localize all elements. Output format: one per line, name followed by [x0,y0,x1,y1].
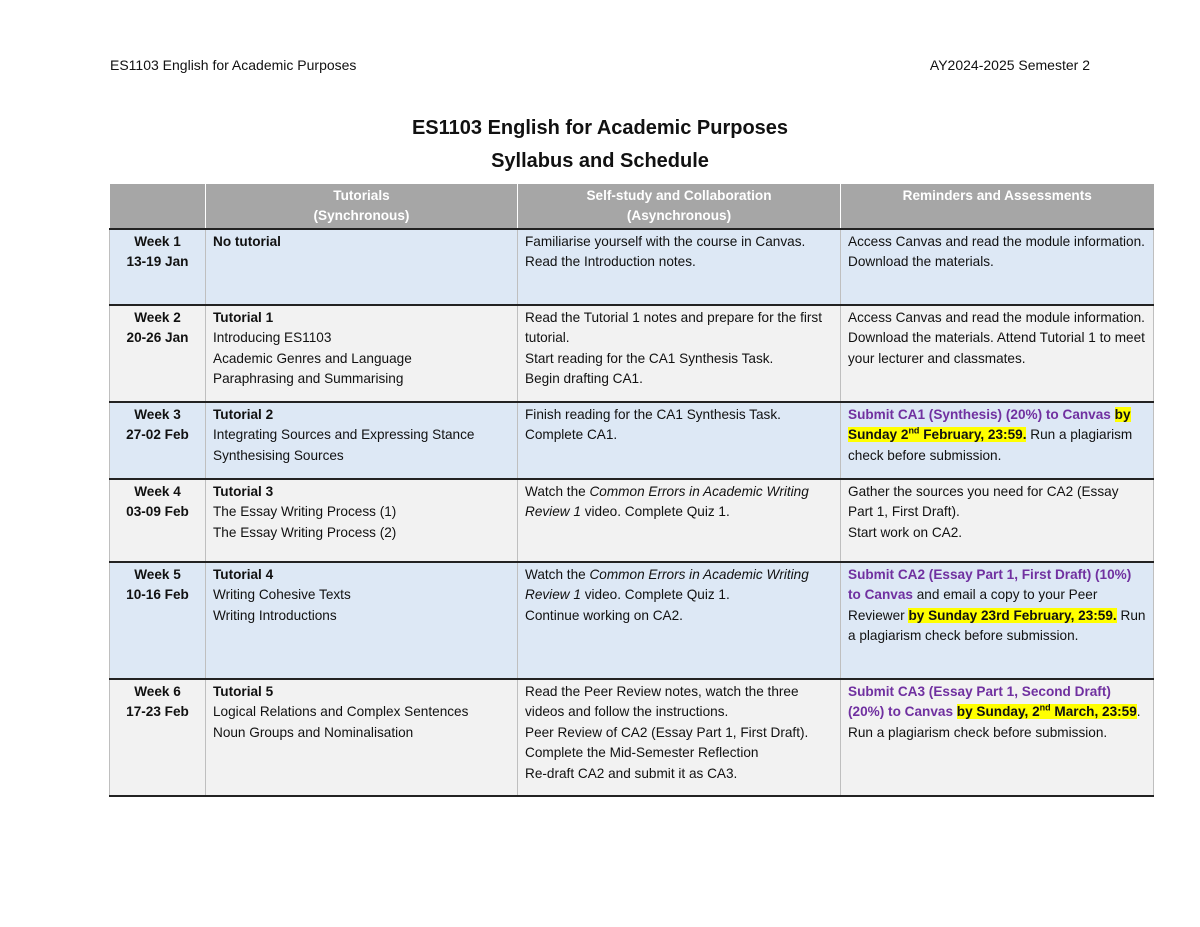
tutorial-cell: No tutorial [206,229,518,305]
table-row [110,229,1154,305]
col-week-header [110,184,206,229]
table-row [110,679,1154,796]
table-row [110,402,1154,479]
week-cell: Week 5 10-16 Feb [110,562,206,679]
week-cell: Week 1 13-19 Jan [110,229,206,305]
reminders-cell: Gather the sources you need for CA2 (Essay Part 1, First Draft). Start work on CA2. [841,479,1154,562]
selfstudy-cell: Familiarise yourself with the course in Canvas. Read the Introduction notes. [518,229,841,305]
tutorial-cell: Tutorial 2 Integrating Sources and Expressing Stance Synthesising Sources [206,402,518,479]
submission-label: Submit CA2 (Essay Part 1, First Draft) (10%) to Canvas [848,567,1132,603]
submission-label: Submit CA1 (Synthesis) (20%) to Canvas [848,407,1111,422]
table-header-row [110,184,1154,229]
col-reminders-header: Reminders and Assessments [841,184,1154,229]
table-row [110,305,1154,402]
title-subtitle: Syllabus and Schedule [491,150,709,172]
deadline-highlight: by Sunday 23rd February, 23:59. [908,607,1117,623]
schedule-table [109,184,1154,797]
week-cell: Week 3 27-02 Feb [110,402,206,479]
week-cell: Week 4 03-09 Feb [110,479,206,562]
selfstudy-cell: Finish reading for the CA1 Synthesis Task. Complete CA1. [518,402,841,479]
deadline-highlight: by Sunday 2nd February, 23:59. [848,407,1131,443]
selfstudy-cell: Read the Tutorial 1 notes and prepare for the first tutorial. Start reading for the CA1 Synthesis Task. Begin drafting CA1. [518,305,841,402]
reminders-cell: Access Canvas and read the module information. Download the materials. Attend Tutorial 1 to meet your lecturer and classmates. [841,305,1154,402]
tutorial-cell: Tutorial 3 The Essay Writing Process (1) The Essay Writing Process (2) [206,479,518,562]
deadline-highlight: by Sunday, 2nd March, 23:59 [956,702,1137,720]
reminders-cell: Access Canvas and read the module information. Download the materials. [841,229,1154,305]
header-semester: AY2024-2025 Semester 2 [929,57,1090,73]
selfstudy-cell: Read the Peer Review notes, watch the three videos and follow the instructions. Peer Review of CA2 (Essay Part 1, First Draft). Complete the Mid-Semester Reflection Re-draft CA2 and submit it as CA3. [518,679,841,796]
tutorial-cell: Tutorial 5 Logical Relations and Complex Sentences Noun Groups and Nominalisation [206,679,518,796]
header-course: ES1103 English for Academic Purposes [110,57,357,73]
title-course: ES1103 English for Academic Purposes [411,117,789,139]
reminders-cell: Submit CA2 (Essay Part 1, First Draft) (10%) to Canvas and email a copy to your Peer Reviewer by Sunday 23rd February, 23:59. Run a plagiarism check before submission. [841,562,1154,679]
week-cell: Week 6 17-23 Feb [110,679,206,796]
tutorial-cell: Tutorial 4 Writing Cohesive Texts Writing Introductions [206,562,518,679]
col-selfstudy-header: Self-study and Collaboration (Asynchronous) [518,184,841,229]
table-row [110,562,1154,679]
table-row [110,479,1154,562]
selfstudy-cell: Watch the Common Errors in Academic Writing Review 1 video. Complete Quiz 1. Continue working on CA2. [518,562,841,679]
reminders-cell: Submit CA1 (Synthesis) (20%) to Canvas by Sunday 2nd February, 23:59. Run a plagiarism check before submission. [841,402,1154,479]
week-cell: Week 2 20-26 Jan [110,305,206,402]
document-title [0,112,1200,178]
selfstudy-cell: Watch the Common Errors in Academic Writing Review 1 video. Complete Quiz 1. [518,479,841,562]
reminders-cell: Submit CA3 (Essay Part 1, Second Draft) (20%) to Canvas by Sunday, 2nd March, 23:59. Run a plagiarism check before submission. [841,679,1154,796]
submission-label: Submit CA3 (Essay Part 1, Second Draft) (20%) to Canvas [848,684,1111,720]
col-tutorials-header: Tutorials (Synchronous) [206,184,518,229]
tutorial-cell: Tutorial 1 Introducing ES1103 Academic Genres and Language Paraphrasing and Summarising [206,305,518,402]
